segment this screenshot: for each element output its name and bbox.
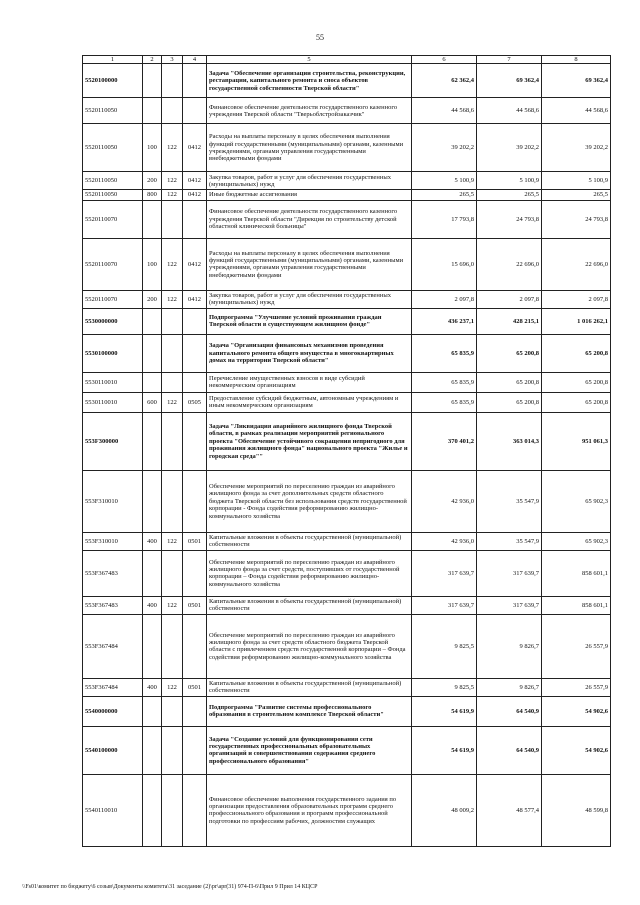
row-value-2020-cell: 65 200,8 — [477, 334, 542, 372]
row-description-cell: Перечисление имущественных взносов в виде субсидий некоммерческим организациям — [207, 372, 412, 392]
row-value-2021-cell: 26 557,9 — [542, 614, 611, 678]
row-value-2021-cell: 24 793,8 — [542, 200, 611, 238]
row-value-2019-cell: 39 202,2 — [412, 124, 477, 172]
row-expense-type-cell: 400 — [143, 532, 162, 550]
row-value-2020-cell: 9 826,7 — [477, 678, 542, 696]
row-section-cell — [183, 774, 207, 846]
row-code-cell: 5520110070 — [83, 200, 143, 238]
row-value-2020-cell: 64 540,9 — [477, 726, 542, 774]
row-description-cell: Финансовое обеспечение деятельности государственного казенного учреждения Тверской области "Тверьоблстройзаказчик" — [207, 98, 412, 124]
table-row — [83, 550, 611, 596]
row-ministry-cell — [162, 774, 183, 846]
row-value-2019-cell: 48 009,2 — [412, 774, 477, 846]
row-expense-type-cell — [143, 308, 162, 334]
row-ministry-cell — [162, 412, 183, 470]
row-value-2019-cell: 17 793,8 — [412, 200, 477, 238]
row-value-2020-cell: 65 200,8 — [477, 392, 542, 412]
row-expense-type-cell — [143, 64, 162, 98]
row-code-cell: 5540000000 — [83, 696, 143, 726]
table-row — [83, 392, 611, 412]
table-header-row — [83, 56, 611, 64]
row-expense-type-cell: 400 — [143, 678, 162, 696]
row-value-2019-cell: 317 639,7 — [412, 596, 477, 614]
row-section-cell: 0501 — [183, 532, 207, 550]
row-expense-type-cell — [143, 614, 162, 678]
row-description-cell: Расходы на выплаты персоналу в целях обеспечения выполнения функций государственными (муниципальными) органами, казенными учреждениями, органами управления государственными внебюджетными фондами — [207, 238, 412, 290]
row-description-cell: Подпрограмма "Улучшение условий проживания граждан Тверской области в существующем жилищном фонде" — [207, 308, 412, 334]
row-section-cell — [183, 726, 207, 774]
row-value-2020-cell: 22 696,0 — [477, 238, 542, 290]
row-ministry-cell: 122 — [162, 190, 183, 200]
header-cell: 3 — [162, 56, 183, 64]
row-ministry-cell — [162, 470, 183, 532]
row-ministry-cell: 122 — [162, 290, 183, 308]
row-value-2021-cell: 69 362,4 — [542, 64, 611, 98]
row-section-cell: 0501 — [183, 596, 207, 614]
row-value-2019-cell: 9 825,5 — [412, 614, 477, 678]
row-value-2020-cell: 39 202,2 — [477, 124, 542, 172]
header-cell: 7 — [477, 56, 542, 64]
row-code-cell: 5520100000 — [83, 64, 143, 98]
row-section-cell — [183, 550, 207, 596]
row-section-cell: 0412 — [183, 238, 207, 290]
row-code-cell: 5520110050 — [83, 98, 143, 124]
row-ministry-cell — [162, 200, 183, 238]
row-code-cell: 5530100000 — [83, 334, 143, 372]
row-value-2021-cell: 858 601,1 — [542, 550, 611, 596]
table-row — [83, 596, 611, 614]
row-code-cell: 5520110070 — [83, 238, 143, 290]
row-value-2019-cell: 9 825,5 — [412, 678, 477, 696]
table-row — [83, 64, 611, 98]
row-value-2019-cell: 42 936,0 — [412, 470, 477, 532]
table-row — [83, 696, 611, 726]
row-ministry-cell: 122 — [162, 392, 183, 412]
row-code-cell: 5520110050 — [83, 172, 143, 190]
row-value-2019-cell: 65 835,9 — [412, 372, 477, 392]
row-expense-type-cell: 800 — [143, 190, 162, 200]
row-ministry-cell: 122 — [162, 124, 183, 172]
page-number: 55 — [316, 33, 324, 42]
row-value-2021-cell: 2 097,8 — [542, 290, 611, 308]
row-value-2020-cell: 265,5 — [477, 190, 542, 200]
row-section-cell — [183, 308, 207, 334]
row-value-2021-cell: 26 557,9 — [542, 678, 611, 696]
row-value-2020-cell: 44 568,6 — [477, 98, 542, 124]
row-code-cell: 5520110050 — [83, 124, 143, 172]
table-row — [83, 726, 611, 774]
row-expense-type-cell — [143, 774, 162, 846]
row-value-2019-cell: 370 401,2 — [412, 412, 477, 470]
header-cell: 1 — [83, 56, 143, 64]
table-row — [83, 200, 611, 238]
table-row — [83, 334, 611, 372]
row-description-cell: Обеспечение мероприятий по переселению граждан из аварийного жилищного фонда за счет дополнительных средств областного бюджета Тверской области без использования средств государственной корпорации - Фонда содействия реформированию жилищно-коммунального хозяйства — [207, 470, 412, 532]
row-value-2019-cell: 54 619,9 — [412, 726, 477, 774]
row-code-cell: 553F310010 — [83, 470, 143, 532]
row-value-2021-cell: 22 696,0 — [542, 238, 611, 290]
row-description-cell: Закупка товаров, работ и услуг для обеспечения государственных (муниципальных) нужд — [207, 290, 412, 308]
table-row — [83, 290, 611, 308]
row-expense-type-cell — [143, 696, 162, 726]
row-expense-type-cell: 400 — [143, 596, 162, 614]
row-section-cell: 0501 — [183, 678, 207, 696]
table-row — [83, 98, 611, 124]
row-ministry-cell — [162, 372, 183, 392]
row-expense-type-cell: 200 — [143, 290, 162, 308]
row-value-2019-cell: 65 835,9 — [412, 334, 477, 372]
row-value-2020-cell: 363 014,3 — [477, 412, 542, 470]
row-description-cell: Задача "Обеспечение организации строительства, реконструкции, реставрации, капитального ремонта и сноса объектов государственной собственности Тверской области" — [207, 64, 412, 98]
row-section-cell — [183, 372, 207, 392]
row-code-cell: 5530110010 — [83, 372, 143, 392]
row-ministry-cell — [162, 696, 183, 726]
row-expense-type-cell — [143, 372, 162, 392]
row-value-2021-cell: 39 202,2 — [542, 124, 611, 172]
row-value-2020-cell: 317 639,7 — [477, 596, 542, 614]
row-ministry-cell — [162, 64, 183, 98]
row-value-2021-cell: 65 200,8 — [542, 372, 611, 392]
table-row — [83, 412, 611, 470]
row-code-cell: 5540110010 — [83, 774, 143, 846]
row-expense-type-cell — [143, 470, 162, 532]
row-value-2021-cell: 1 016 262,1 — [542, 308, 611, 334]
row-section-cell: 0412 — [183, 172, 207, 190]
row-code-cell: 5520110050 — [83, 190, 143, 200]
row-section-cell: 0412 — [183, 124, 207, 172]
row-section-cell — [183, 470, 207, 532]
row-ministry-cell: 122 — [162, 678, 183, 696]
row-description-cell: Предоставление субсидий бюджетным, автономным учреждениям и иным некоммерческим организациям — [207, 392, 412, 412]
row-value-2021-cell: 951 061,3 — [542, 412, 611, 470]
row-description-cell: Капитальные вложения в объекты государственной (муниципальной) собственности — [207, 678, 412, 696]
header-cell: 6 — [412, 56, 477, 64]
row-description-cell: Расходы на выплаты персоналу в целях обеспечения выполнения функций государственными (муниципальными) органами, казенными учреждениями, органами управления государственными внебюджетными фондами — [207, 124, 412, 172]
row-ministry-cell — [162, 726, 183, 774]
table-row — [83, 190, 611, 200]
row-value-2020-cell: 35 547,9 — [477, 470, 542, 532]
row-ministry-cell — [162, 334, 183, 372]
row-ministry-cell — [162, 98, 183, 124]
row-value-2019-cell: 436 237,1 — [412, 308, 477, 334]
row-code-cell: 553F300000 — [83, 412, 143, 470]
row-value-2021-cell: 54 902,6 — [542, 726, 611, 774]
row-code-cell: 553F367484 — [83, 678, 143, 696]
row-value-2020-cell: 317 639,7 — [477, 550, 542, 596]
row-value-2020-cell: 24 793,8 — [477, 200, 542, 238]
header-cell: 8 — [542, 56, 611, 64]
row-value-2020-cell: 5 100,9 — [477, 172, 542, 190]
row-value-2019-cell: 265,5 — [412, 190, 477, 200]
header-cell: 2 — [143, 56, 162, 64]
table-row — [83, 774, 611, 846]
table-row — [83, 308, 611, 334]
row-expense-type-cell — [143, 726, 162, 774]
row-ministry-cell — [162, 308, 183, 334]
row-section-cell — [183, 64, 207, 98]
row-description-cell: Капитальные вложения в объекты государственной (муниципальной) собственности — [207, 596, 412, 614]
row-value-2019-cell: 317 639,7 — [412, 550, 477, 596]
row-ministry-cell: 122 — [162, 532, 183, 550]
row-value-2020-cell: 35 547,9 — [477, 532, 542, 550]
table-row — [83, 124, 611, 172]
row-ministry-cell: 122 — [162, 172, 183, 190]
row-value-2021-cell: 54 902,6 — [542, 696, 611, 726]
row-value-2019-cell: 54 619,9 — [412, 696, 477, 726]
row-description-cell: Подпрограмма "Развитие системы профессионального образования в строительном комплексе Тверской области" — [207, 696, 412, 726]
table-row — [83, 470, 611, 532]
row-expense-type-cell — [143, 200, 162, 238]
row-expense-type-cell: 100 — [143, 238, 162, 290]
row-value-2020-cell: 65 200,8 — [477, 372, 542, 392]
row-section-cell — [183, 696, 207, 726]
row-description-cell: Задача "Организация финансовых механизмов проведения капитального ремонта общего имущества в многоквартирных домах на территории Тверской области" — [207, 334, 412, 372]
row-value-2021-cell: 44 568,6 — [542, 98, 611, 124]
row-expense-type-cell: 200 — [143, 172, 162, 190]
row-value-2019-cell: 65 835,9 — [412, 392, 477, 412]
row-section-cell — [183, 334, 207, 372]
row-value-2019-cell: 2 097,8 — [412, 290, 477, 308]
row-ministry-cell — [162, 614, 183, 678]
row-value-2021-cell: 65 200,8 — [542, 334, 611, 372]
row-value-2020-cell: 69 362,4 — [477, 64, 542, 98]
table-row — [83, 614, 611, 678]
table-row — [83, 678, 611, 696]
table-row — [83, 172, 611, 190]
table-row — [83, 238, 611, 290]
row-description-cell: Задача "Создание условий для функционирования сети государственных профессиональных образовательных организаций и совершенствования содержания среднего профессионального образования" — [207, 726, 412, 774]
row-value-2019-cell: 44 568,6 — [412, 98, 477, 124]
row-expense-type-cell — [143, 412, 162, 470]
row-value-2021-cell: 5 100,9 — [542, 172, 611, 190]
row-ministry-cell: 122 — [162, 238, 183, 290]
row-value-2021-cell: 65 902,3 — [542, 470, 611, 532]
row-section-cell — [183, 412, 207, 470]
row-code-cell: 5530110010 — [83, 392, 143, 412]
row-description-cell: Обеспечение мероприятий по переселению граждан из аварийного жилищного фонда за счет средств, поступивших от государственной корпорации – Фонда содействия реформированию жилищно-коммунального хозяйства — [207, 550, 412, 596]
row-value-2019-cell: 5 100,9 — [412, 172, 477, 190]
row-expense-type-cell — [143, 550, 162, 596]
row-expense-type-cell — [143, 98, 162, 124]
row-section-cell: 0412 — [183, 290, 207, 308]
row-description-cell: Задача "Ликвидация аварийного жилищного фонда Тверской области, в рамках реализации мероприятий регионального проекта "Обеспечение устойчивого сокращения непригодного для проживания жилищного фонда" национального проекта "Жилье и городская среда"" — [207, 412, 412, 470]
row-value-2020-cell: 64 540,9 — [477, 696, 542, 726]
row-value-2020-cell: 428 215,1 — [477, 308, 542, 334]
row-value-2021-cell: 858 601,1 — [542, 596, 611, 614]
row-section-cell — [183, 614, 207, 678]
row-description-cell: Финансовое обеспечение выполнения государственного задания по организации предоставления образовательных программ среднего профессионального образования и программ профессиональной подготовки по профессиям рабочих, должностям служащих — [207, 774, 412, 846]
row-code-cell: 553F367483 — [83, 550, 143, 596]
row-value-2019-cell: 15 696,0 — [412, 238, 477, 290]
row-description-cell: Закупка товаров, работ и услуг для обеспечения государственных (муниципальных) нужд — [207, 172, 412, 190]
row-value-2021-cell: 65 902,3 — [542, 532, 611, 550]
row-expense-type-cell: 600 — [143, 392, 162, 412]
row-value-2020-cell: 48 577,4 — [477, 774, 542, 846]
row-description-cell: Обеспечение мероприятий по переселению граждан из аварийного жилищного фонда за счет средств областного бюджета Тверской области с привлечением средств государственной корпорации – Фонда содействия реформированию жилищно-коммунального хозяйства — [207, 614, 412, 678]
row-expense-type-cell — [143, 334, 162, 372]
row-value-2019-cell: 42 936,0 — [412, 532, 477, 550]
row-ministry-cell — [162, 550, 183, 596]
row-description-cell: Капитальные вложения в объекты государственной (муниципальной) собственности — [207, 532, 412, 550]
row-value-2021-cell: 65 200,8 — [542, 392, 611, 412]
budget-table — [82, 55, 611, 847]
table-row — [83, 532, 611, 550]
row-value-2021-cell: 265,5 — [542, 190, 611, 200]
row-code-cell: 553F367483 — [83, 596, 143, 614]
row-value-2020-cell: 2 097,8 — [477, 290, 542, 308]
file-path-footer: \\Fs01\комитет по бюджету\6 созыв\Документы комитета\31 заседание (2)\pr\apr(31) 974-П-6\Прил 9 Прил 14 КЦСР — [22, 884, 318, 890]
row-code-cell: 5530000000 — [83, 308, 143, 334]
row-expense-type-cell: 100 — [143, 124, 162, 172]
row-value-2020-cell: 9 826,7 — [477, 614, 542, 678]
row-code-cell: 553F367484 — [83, 614, 143, 678]
row-description-cell: Финансовое обеспечение деятельности государственного казенного учреждения Тверской области "Дирекция по строительству детской областной клинической больницы" — [207, 200, 412, 238]
row-value-2021-cell: 48 599,8 — [542, 774, 611, 846]
row-section-cell — [183, 200, 207, 238]
row-section-cell: 0412 — [183, 190, 207, 200]
row-description-cell: Иные бюджетные ассигнования — [207, 190, 412, 200]
header-cell: 4 — [183, 56, 207, 64]
row-section-cell — [183, 98, 207, 124]
header-cell: 5 — [207, 56, 412, 64]
row-code-cell: 553F310010 — [83, 532, 143, 550]
row-value-2019-cell: 62 362,4 — [412, 64, 477, 98]
row-code-cell: 5520110070 — [83, 290, 143, 308]
row-code-cell: 5540100000 — [83, 726, 143, 774]
row-section-cell: 0505 — [183, 392, 207, 412]
row-ministry-cell: 122 — [162, 596, 183, 614]
table-row — [83, 372, 611, 392]
